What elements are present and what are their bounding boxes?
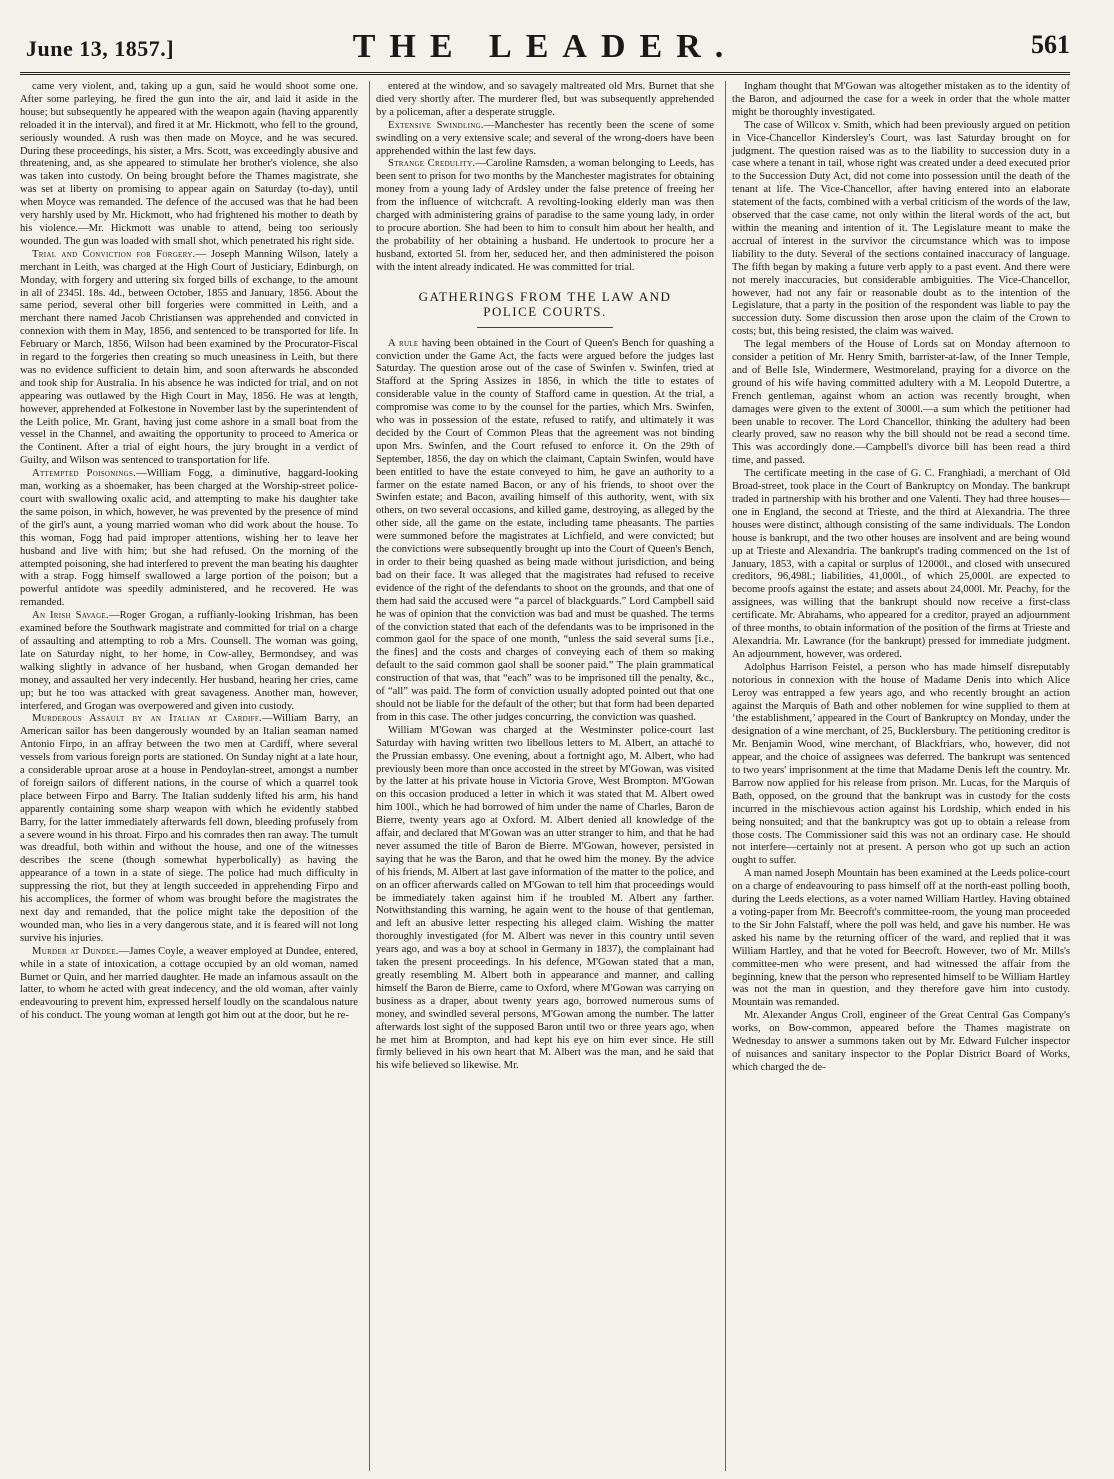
article-paragraph [732,468,1070,662]
paragraph-lead: Trial and Conviction for Forgery. [32,248,196,260]
article-paragraph [20,81,358,249]
issue-date: June 13, 1857.] [26,36,175,61]
paragraph-text: came very violent, and, taking up a gun, said he would shoot some one. After some parleying, he fired the gun into the air, and laid it aside in the house; but subsequently he appeared with the weapon again (having apparently reloaded it in the interval), and fired it at Mr. Hickmott, who fell to the ground, seriously wounded. A rush was then made on Moyce, and he was secured. During these proceedings, his sister, a Mrs. Scott, was exceedingly abusive and threatening, and, as she appeared to stimulate her brother's violence, she also was taken into custody. On being brought before the Thames magistrate, she was set at liberty on promising to appear again on Saturday (to-day), until when Moyce was remanded. The defence of the accused was that he had been very harshly used by Mr. Hickmott, who had frightened his mother to death by his violence.—Mr. Hickmott was unable to attend, being too seriously wounded. The gun was loaded with small shot, which penetrated his right side. [20,81,358,247]
paragraph-text: Mr. Alexander Angus Croll, engineer of the Great Central Gas Company's works, on Bow-common, appeared before the Thames magistrate on Wednesday to answer a summons taken out by Mr. Edward Fulcher inspector of nuisances and sanitary inspector to the Poplar District Board of Works, which charged the de- [732,1010,1070,1073]
paragraph-text: Adolphus Harrison Feistel, a person who has made himself disreputably notorious in connexion with the house of Madame Denis into which Alice Leroy was entrapped a few years ago, and who recently brought an action against the Marquis of Bath and other noblemen for wine supplied to them at ‘the establishment,’ appeared in the Court of Bankruptcy on Monday, under the designation of a wine merchant, of 25, Bucklersbury. The petitioning creditor is Mr. Benjamin Wood, wine merchant, of Blackfriars, who, however, did not appear, and the choice of assignees was deferred. The bankrupt was sentenced to two years' imprisonment at the time that Madame Denis left the country. Mr. Barrow now applied for his release from prison. Mr. Lucas, for the Marquis of Bath, opposed, on the ground that the bankrupt was in custody for the costs incurred in the mischievous action against his Lordship, which ended in his being nonsuited; and that the bankruptcy was got up to obtain a release from those costs. The Commissioner said this was not an ordinary case. He should not interfere—certainly not at present. A person who got up such an action ought to suffer. [732,661,1070,867]
article-paragraph [20,946,358,1023]
article-paragraph [20,713,358,945]
paragraph-lead: An Irish Savage. [32,610,109,622]
paragraph-text: —William Barry, an American sailor has been dangerously wounded by an Italian seaman named Antonio Firpo, in an affray between the two men at Cardiff, where several vessels from various foreign ports are stationed. On Sunday night at a late hour, a considerable uproar arose at a house in Pendoylan-street, amongst a number of foreign sailors of different nations, in the course of which a quarrel took place between Firpo and Barry. The Italian suddenly lifted his arm, his hand apparently containing some sharp weapon with which he evidently stabbed Barry, for the latter immediately afterwards fell down, bleeding profusely from a severe wound in his throat. Firpo and his comrades then ran away. The tumult was dreadful, both within and without the house, and one of the witnesses describes the scene (though somewhat hyperbolically) as having the appearance of a town in a state of siege. The police had much difficulty in suppressing the riot, but they at length succeeded in apprehending Firpo and his accomplices, the former of whom was brought before the magistrates the next day and remanded, that the police might take the deposition of the wounded man, who lies in a very dangerous state, and it is feared will not long survive his injuries. [20,713,358,944]
masthead [20,14,1070,75]
paragraph-text: The certificate meeting in the case of G. C. Franghiadi, a merchant of Old Broad-street, took place in the Court of Bankruptcy on Monday. The bankrupt traded in partnership with his brother and one Valenti. They had three houses—one in England, the second at Trieste, and the third at Alexandria. The three houses were distinct, although consisting of the same individuals. The London house is bankrupt, and the two other houses are insolvent and are being wound up at Trieste and Alexandria. The bankrupt's trading commenced on the 1st of January, 1853, with a capital or surplus of 12000l., and closed with unsecured creditors, 96,498l.; liabilities, 41,000l., of which 25,000l. are expected to become proofs against the estate; and assets about 24,000l. Mr. Peachy, for the assignees, was willing that the bankrupt should now receive a first-class certificate. Mr. Abrahams, who appeared for a creditor, prayed an adjournment of three months, to obtain information of the position of the firms at Trieste and Alexandria. Mr. Lawrance (for the bankrupt) pressed for immediate judgment. An adjournment, however, was ordered. [732,468,1070,660]
paragraph-text: Ingham thought that M'Gowan was altogether mistaken as to the identity of the Baron, and adjourned the case for a week in order that the whole matter might be thoroughly investigated. [732,81,1070,118]
column-3 [725,81,1070,1471]
paragraph-lead: Murder at Dundee. [32,945,119,957]
article-paragraph [732,339,1070,468]
paragraph-text: — Joseph Manning Wilson, lately a merchant in Leith, was charged at the High Court of Justiciary, Edinburgh, on Monday, with forgery and uttering six forged bills of exchange, to the amount in all of 2345l. 18s. 4d., between October, 1855 and January, 1856. About the same period, several other bill forgeries were committed in Leith, and a merchant there named Jacob Christiansen was apprehended and convicted in connexion with them in May, 1856, and sentenced to be transported for life. In February or March, 1856, Wilson had been examined by the Procurator-Fiscal in regard to the forgeries then creating so much uneasiness in Leith, but there was no evidence sufficient to detain him, and soon afterwards he absconded and took ship for Australia. In his absence he was indicted for trial, and on not appearing was outlawed by the High Court in May, 1856. He was at length, however, apprehended at Folkestone in November last by the superintendent of the Leith police, Mr. Grant, having just come ashore in a small boat from the vessel in the Channel, and awaiting the opportunity to proceed to America or the Continent. After a trial of eight hours, the jury brought in a verdict of Guilty, and Wilson was sentenced to transportation for life. [20,248,358,467]
article-paragraph [732,81,1070,120]
column-1 [20,81,358,1471]
page-number: 561 [1031,30,1070,59]
paragraph-text: —Manchester has recently been the scene of some swindling on a very extensive scale; and several of the wrong-doers have been apprehended within the last few days. [376,119,714,157]
section-heading-line-2: POLICE COURTS. [483,303,607,319]
column-2-bottom [376,338,714,1074]
column-2 [369,81,714,1471]
article-paragraph [376,120,714,159]
paragraph-text: —James Coyle, a weaver employed at Dundee, entered, while in a state of intoxication, a cottage occupied by an old woman, named Burnet or Quin, and her married daughter. He made an infamous assault on the latter, to whom he acted with great indecency, and the old woman, after vainly endeavouring to prevent him, expressed herself loudly on the scandalous nature of his conduct. The young woman at length got him out at the door, but he re- [20,945,358,1022]
columns [20,81,1070,1471]
article-paragraph [732,868,1070,1010]
paragraph-text: William M'Gowan was charged at the Westminster police-court last Saturday with having written two libellous letters to M. Albert, an attaché to the Prussian embassy. One evening, about a fortnight ago, M. Albert, who had previously been more than once accosted in the street by M'Gowan, was visited by the latter at his private house in Victoria Grove, West Brompton. M'Gowan on this occasion produced a letter in which it was stated that M. Albert owed him 100l., which he had borrowed of him under the name of Charles, Baron de Bierre, twenty years ago at Oxford. M. Albert denied all knowledge of the affair, and declared that M'Gowan was an utter stranger to him, and that he had never assumed the title of Baron de Bierre. M'Gowan, however, persisted in saying that he was the Baron, and that he owed him the money. By the advice of his friends, M. Albert at last gave information of the matter to the police, and on an officer afterwards called on M'Gowan to tell him that proceedings would be immediately taken against him if he troubled M. Albert any farther. Notwithstanding this warning, he again went to the house of that gentleman, and left an abusive letter respecting his alleged claim. Wishing the matter thoroughly investigated (for M. Albert was never in this country until seven years ago, and was a boy at school in Germany in 1837), the complainant had taken the present proceedings. In his defence, M'Gowan stated that a man, greatly resembling M. Albert both in appearance and manner, and calling himself the Baron de Bierre, came to Oxford, where M'Gowan was carrying on business as a draper, about twenty years ago, borrowed numerous sums of money, and swindled several persons, M'Gowan among the number. The latter afterwards lost sight of the supposed Baron until two or three years ago, when he met him at Brompton, and had kept his eye on him ever since. He still firmly believed in his own heart that M. Albert was the man, and he said that his wife believed so likewise. Mr. [376,724,714,1072]
section-heading [376,289,714,328]
newspaper-title: THE LEADER. [352,28,738,65]
article-paragraph [376,81,714,120]
paragraph-lead: A rule [388,337,419,349]
paragraph-lead: Murderous Assault by an Italian at Cardiff. [32,713,263,725]
column-2-top [376,81,714,275]
article-paragraph [20,468,358,610]
article-paragraph [376,338,714,725]
article-paragraph [376,725,714,1073]
paragraph-lead: Strange Credulity. [388,158,476,170]
article-paragraph [732,1010,1070,1075]
paragraph-text: entered at the window, and so savagely maltreated old Mrs. Burnet that she died very shortly after. The murderer fled, but was subsequently apprehended by a policeman, after a desperate struggle. [376,81,714,118]
article-paragraph [20,249,358,468]
paragraph-lead: Attempted Poisonings. [32,468,137,480]
article-paragraph [732,662,1070,869]
paragraph-text: A man named Joseph Mountain has been examined at the Leeds police-court on a charge of endeavouring to pass himself off at the north-east polling booth, during the Leeds elections, as a voter named William Hartley. Having obtained a voting-paper from Mr. Beecroft's committee-room, the young man proceeded to the Sir John Falstaff, where the poll was held, and gave his number. He was asked his name by the returning officer of the ward, and replied that it was William Hartley, and that he voted for Beecroft. However, two of Mr. Mills's committee-men who were present, and had witnessed the affair from the beginning, knew that the person who represented himself to be William Hartley was not the man in question, and they therefore gave him into custody. Mountain was remanded. [732,868,1070,1009]
article-paragraph [20,610,358,713]
article-paragraph [732,120,1070,339]
section-heading-line-1: GATHERINGS FROM THE LAW AND [418,288,672,304]
paragraph-lead: Extensive Swindling. [388,119,484,131]
paragraph-text: having been obtained in the Court of Queen's Bench for quashing a conviction under the Game Act, the facts were argued before the judges last Saturday. The question arose out of the case of Swinfen v. Swinfen, tried at Stafford at the Spring Assizes in 1856, in which the title to estates of considerable value in the county of Stafford came in question. At the trial, a compromise was come to by the counsel for the parties, which Mrs. Swinfen, who was in possession of the estate, refused to ratify, and ultimately it was decided by the Court of Common Pleas that the agreement was not binding upon Mrs. Swinfen, and the Court refused to enforce it. On the 29th of September, 1856, the day on which the claimant, Captain Swinfen, would have been entitled to have the estate conveyed to him, he gave an authority to a farmer on the estate named Bacon, or any of his friends, to shoot over the Swinfen estate; and Bacon, availing himself of this authority, went, with six others, on two several occasions, and killed game, destroying, as alleged by the other side, all the game on the estate, including tame pheasants. The parties were summoned before the magistrates at Lichfield, and were convicted; but the convictions were subsequently brought up into the Court of Queen's Bench, in order to their being quashed as being made without jurisdiction, and being bad on their face. It was alleged that the magistrates had refused to receive evidence of the right of the defendants to shoot on the grounds, and that one of them had said the accused were “a parcel of blackguards.” Lord Campbell said he was of opinion that the conviction was bad and must be quashed. The terms of the conviction stated that each of the defendants was to be imprisoned in the common gaol for the space of one month, “unless the said several sums [i.e., the fines] and the costs and charges of conveying each of them so making default to the said common gaol shall be sooner paid.” The plain grammatical construction of that was, that “each” was to be imprisoned till the penalty, &c., of “all” was paid. The form of conviction usually adopted pointed out that one should not be liable for the default of the other; but that form had been departed from in this case. The other judges concurring, the conviction was quashed. [376,337,714,723]
article-paragraph [376,158,714,274]
paragraph-text: —Roger Grogan, a ruffianly-looking Irishman, has been examined before the Southwark magistrate and committed for trial on a charge of assaulting and attempting to rob a Mrs. Counsell. The woman was going, late on Saturday night, to her home, in Cow-alley, Bermondsey, and was walking slightly in advance of her husband, when Grogan demanded her money, and assaulted her very indecently. Her husband, hearing her cries, came up; but he too was attacked with great savageness. Another man, however, interfered, and Grogan was overpowered and given into custody. [20,610,358,712]
paragraph-text: The legal members of the House of Lords sat on Monday afternoon to consider a petition of Mr. Henry Smith, barrister-at-law, of the Inner Temple, and of Belle Isle, Windermere, Westmoreland, praying for a divorce on the ground of his wife having committed adultery with a M. Leopold Dutertre, a French gentleman, against whom an action was recently brought, when damages were given to the extent of 3000l.—a sum which the petitioner had been unable to recover. The Lord Chancellor, thinking the adultery had been clearly proved, saw no reason why the bill should not be read a second time. This was accordingly done.—Campbell's divorce bill has been read a third time, and passed. [732,339,1070,467]
paragraph-text: —William Fogg, a diminutive, haggard-looking man, working as a shoemaker, has been charged at the Worship-street police-court with swallowing oxalic acid, and attempting to make his daughter take the same poison, in which, however, he was prevented by the presence of mind of the girl's aunt, a young married woman who did work about the house. To this woman, Fogg had paid improper attentions, wishing her to leave her husband and live with him; but she had refused. On the morning of the attempted poisoning, she had interfered to prevent the man beating his daughter with a strap. Fogg himself swallowed a large portion of the poison; but a powerful antidote was speedily administered, and he recovered. He was remanded. [20,468,358,609]
paragraph-text: The case of Willcox v. Smith, which had been previously argued on petition in Vice-Chancellor Kindersley's Court, was last Saturday brought on for judgment. The question raised was as to the liability to succession duty in a case where a tenant in tail, whose right was created under a deed executed prior to the Succession Duty Act, did not come into possession until the death of the tenant at life. The Vice-Chancellor, after having entered into an elaborate statement of the facts, combined with a verbal criticism of the words of the law, observed that the case came, not only within the literal words of the act, but within the meaning and intention of it. The Legislature meant to make the accrual of interest in the survivor the circumstance which was to impose liability to the duty. Several of the sections contained inaccuracy of language. The fifth began by making a future verb apply to a past event. And there were not merely inaccuracies, but considerable ambiguities. The Vice-Chancellor, however, had not any fair or reasonable doubt as to the intention of the Legislature, that a party in the position of the respondent was liable to pay the succession duty. Some discussion then arose upon the claim of the Crown to costs; but, this being resisted, the claim was waived. [732,119,1070,338]
paragraph-text: —Caroline Ramsden, a woman belonging to Leeds, has been sent to prison for two months by the Manchester magistrates for obtaining money from a young lady of Ardsley under the false pretence of freeing her from the influence of witchcraft. A revolting-looking elderly man was then charged with administering grains of paradise to the same young lady, in order to procure abortion. She had been to him to consult him about her health, and the probability of her obtaining a husband. He undertook to procure her a husband, extorted 5l. from her, seduced her, and then administered the poison with the intent already indicated. He was committed for trial. [376,158,714,273]
section-divider [477,327,612,328]
